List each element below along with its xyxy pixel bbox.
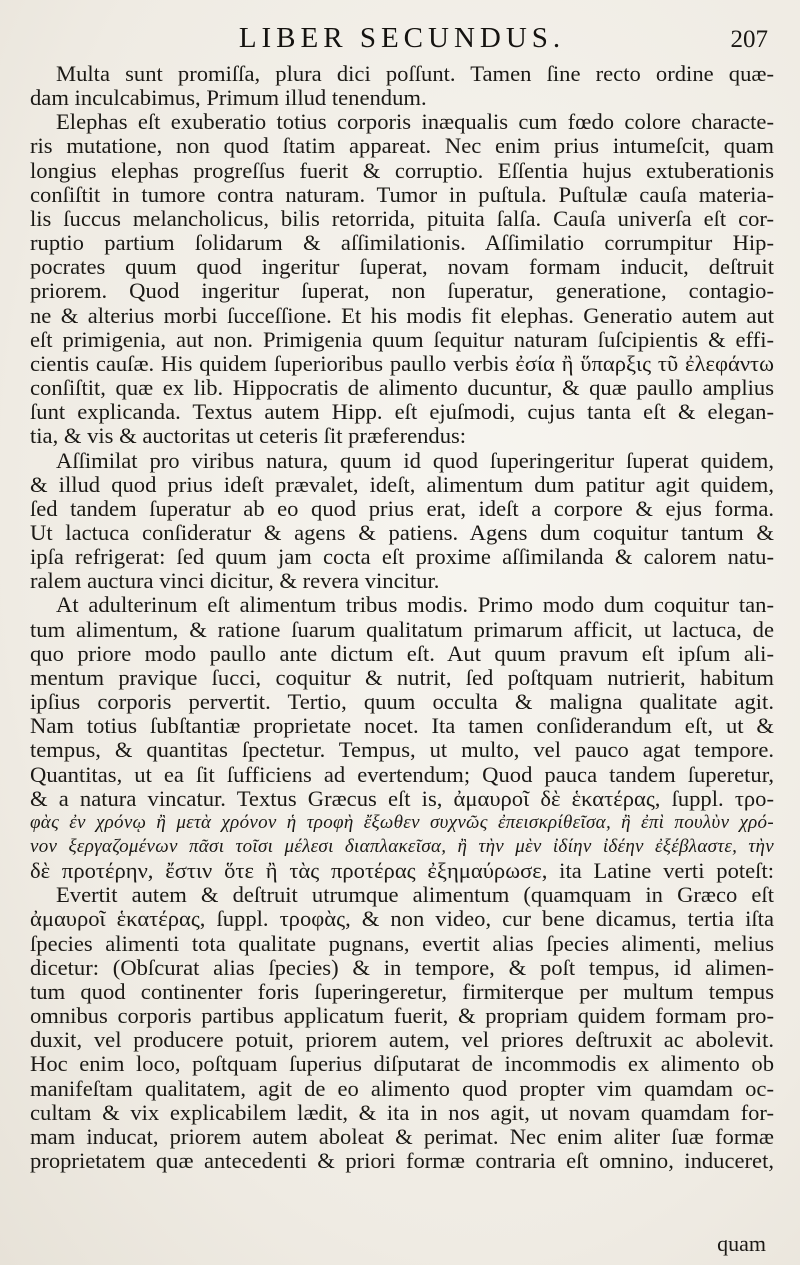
text-line: ſed tandem ſuperatur ab eo quod prius erat, ideſt a corpore & ejus forma. bbox=[30, 496, 774, 521]
text-line: tempus, & quantitas ſpectetur. Tempus, ut multo, vel pauco agat tempore. bbox=[30, 738, 774, 763]
text-line: ſunt explicanda. Textus autem Hipp. eſt ejuſmodi, cujus tanta eſt & elegan- bbox=[30, 400, 774, 425]
text-line: pocrates quum quod ingeritur ſuperat, novam formam inducit, deſtruit bbox=[30, 255, 774, 280]
catchword: quam bbox=[717, 1231, 766, 1256]
text-line: Hoc enim loco, poſtquam ſuperius diſputarat de incommodis ex alimento ob bbox=[30, 1052, 774, 1077]
text-line: φὰς ἐν χρόνῳ ἢ μετὰ χρόνον ἡ τροφὴ ἔξωθεν συχνῶς ἐπεισκρίθεῖσα, ἢ ἐπὶ πουλὺν χρό- bbox=[30, 811, 774, 833]
text-line: Nam totius ſubſtantiæ proprietate nocet. Ita tamen conſiderandum eſt, ut & bbox=[30, 714, 774, 739]
text-line: quo priore modo paullo ante dictum eſt. Aut quum pravum eſt ipſum ali- bbox=[30, 641, 774, 666]
text-line: dam inculcabimus, Primum illud tenendum. bbox=[30, 86, 427, 111]
text-line: lis ſuccus melancholicus, bilis retorrida, pituita ſalſa. Cauſa univerſa eſt cor- bbox=[30, 206, 774, 231]
text-line: eſt primigenia, aut non. Primigenia quum ſequitur naturam ſuſcipientis & effi- bbox=[30, 327, 774, 352]
text-line: ſpecies alimenti tota qualitate pugnans, evertit alias ſpecies alimenti, melius bbox=[30, 931, 774, 956]
text-line: conſiſtit, quæ ex lib. Hippocratis de alimento ducuntur, & quæ paullo amplius bbox=[30, 376, 774, 401]
text-line: δὲ προτέρην, ἔστιν ὅτε ἢ τὰς προτέρας ἐξημαύρωσε, ita Latine verti poteſt: bbox=[30, 859, 774, 884]
text-line: Multa sunt promiſſa, plura dici poſſunt. Tamen ſine recto ordine quæ- bbox=[56, 62, 774, 86]
text-line: tia, & vis & auctoritas ut ceteris ſit præferendus: bbox=[30, 424, 467, 449]
text-line: ipſa refrigerat: ſed quum jam cocta eſt proxime aſſimilanda & calorem natu- bbox=[30, 545, 774, 570]
text-line: Ut lactuca conſideratur & agens & patiens. Agens dum coquitur tantum & bbox=[30, 520, 774, 545]
text-line: ipſius corporis pervertit. Tertio, quum occulta & maligna qualitate agit. bbox=[30, 690, 774, 715]
text-line: ris mutatione, non quod ſtatim appareat. Nec enim prius intumeſcit, quam bbox=[30, 134, 774, 159]
text-line: Quantitas, ut ea ſit ſufficiens ad evertendum; Quod pauca tandem ſuperetur, bbox=[30, 762, 774, 787]
text-line: omnibus corporis partibus applicatum fuerit, & propriam quidem formam pro- bbox=[30, 1004, 774, 1029]
text-line: Elephas eſt exuberatio totius corporis inæqualis cum fœdo colore characte- bbox=[56, 110, 774, 135]
text-line: ruptio partium ſolidarum & aſſimilationis. Aſſimilatio corrumpitur Hip- bbox=[30, 231, 774, 256]
body-text bbox=[30, 62, 774, 1173]
text-line: duxit, vel producere potuit, priorem autem, vel priores deſtruxit ac abolevit. bbox=[30, 1028, 774, 1053]
text-line: conſiſtit in tumore contra naturam. Tumor in puſtula. Puſtulæ cauſa materia- bbox=[30, 182, 774, 207]
text-line: Aſſimilat pro viribus natura, quum id quod ſuperingeritur ſuperat quidem, bbox=[56, 448, 774, 473]
text-line: dicetur: (Obſcurat alias ſpecies) & in tempore, & poſt tempus, id alimen- bbox=[30, 955, 774, 980]
text-line: & a natura vincatur. Textus Græcus eſt is, ἀμαυροῖ δὲ ἑκατέρας, ſuppl. τρο- bbox=[30, 786, 774, 811]
text-line: priorem. Quod ingeritur ſuperat, non ſuperatur, generatione, contagio- bbox=[30, 279, 774, 304]
text-line: mentum pravique ſucci, coquitur & nutrit, ſed poſtquam nutrierit, habitum bbox=[30, 665, 774, 690]
text-line: cientis cauſæ. His quidem ſuperioribus paullo verbis ἐσία ἢ ὕπαρξις τῦ ἐλεφάντω bbox=[30, 351, 774, 376]
text-line: At adulterinum eſt alimentum tribus modis. Primo modo dum coquitur tan- bbox=[56, 593, 774, 618]
text-line: tum quod continenter foris ſuperingeretur, firmiterque per multum tempus bbox=[30, 979, 774, 1004]
text-line: cultam & vix explicabilem lædit, & ita in nos agit, ut novam quamdam for- bbox=[30, 1100, 774, 1125]
text-line: mam inducat, priorem autem aboleat & perimat. Nec enim aliter ſuæ formæ bbox=[30, 1124, 774, 1149]
text-line: ralem auctura vinci dicitur, & revera vincitur. bbox=[30, 569, 440, 594]
text-line: tum alimentum, & ratione ſuarum qualitatum primarum afficit, ut lactuca, de bbox=[30, 617, 774, 642]
text-line: Evertit autem & deſtruit utrumque alimentum (quamquam in Græco eſt bbox=[56, 883, 774, 908]
running-title: LIBER SECUNDUS. bbox=[238, 22, 566, 54]
running-head bbox=[30, 0, 774, 62]
text-line: ne & alterius morbi ſucceſſione. Et his modis fit elephas. Generatio autem aut bbox=[30, 303, 774, 328]
text-line: longius elephas progreſſus fuerit & corruptio. Eſſentia hujus extuberationis bbox=[30, 158, 774, 183]
text-line: & illud quod prius ideſt prævalet, ideſt, alimentum dum patitur agit quidem, bbox=[30, 472, 774, 497]
text-line: νον ξεργαζομένων πᾶσι τοῖσι μέλεσι διαπλακεῖσα, ἢ τὴν μὲν ἰδίην ἰδέην ἐξέβλαστε, τὴν bbox=[30, 836, 774, 857]
text-line: proprietatem quæ antecedenti & priori formæ contraria eſt omnino, induceret, bbox=[30, 1149, 774, 1174]
text-line: ἀμαυροῖ ἑκατέρας, ſuppl. τροφὰς, & non video, cur bene dicamus, tertia iſta bbox=[30, 907, 774, 932]
page-number: 207 bbox=[730, 26, 768, 53]
text-line: manifeſtam qualitatem, agit de eo alimento quod propter vim quamdam oc- bbox=[30, 1076, 774, 1101]
